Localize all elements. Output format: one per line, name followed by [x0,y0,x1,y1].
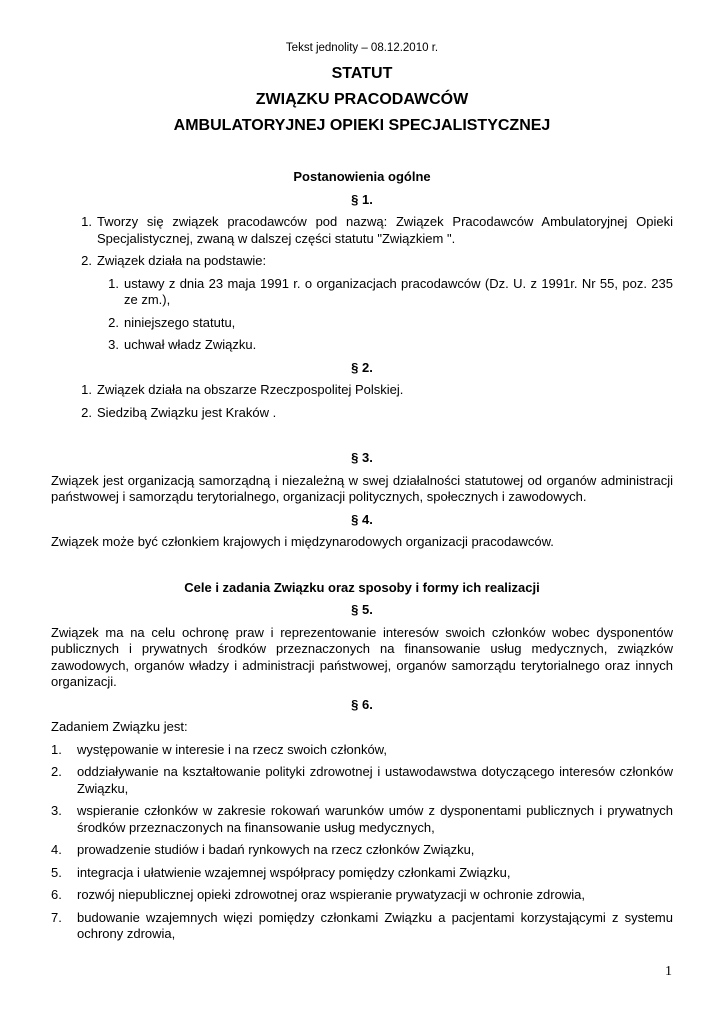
list-item [51,910,673,943]
section-4-text: Związek może być członkiem krajowych i międzynarodowych organizacji pracodawców. [51,534,554,549]
list-item-text: ustawy z dnia 23 maja 1991 r. o organizacjach pracodawców (Dz. U. z 1991r. Nr 55, poz. 235 ze zm.), [124,275,673,307]
list-item-number: 7. [51,909,62,925]
paragraph-mark-2: § 2. [351,359,373,375]
list-item-number: 2. [81,253,92,268]
paragraph-mark-4: § 4. [351,511,373,527]
section-5-text: Związek ma na celu ochronę praw i reprezentowanie interesów swoich członków wobec dysponentów publicznych i prywatnych środków przeznaczonych na finansowanie usług medycznych, związków zawodowych, organów władzy i administracji państwowej, organów samorządu terytorialnego oraz innych organizacji. [51,624,673,689]
section-2-list [51,382,673,421]
paragraph-mark-6: § 6. [351,696,373,712]
list-item [51,865,673,882]
section-6-intro: Zadaniem Związku jest: [51,719,188,734]
list-item-text: niniejszego statutu, [124,314,236,330]
chapter-heading-general: Postanowienia ogólne [293,169,431,184]
list-item-number: 4. [51,842,62,857]
list-item [51,405,673,422]
list-item-text: Siedzibą Związku jest Kraków . [97,404,277,420]
consolidated-text-note: Tekst jednolity – 08.12.2010 r. [285,42,439,54]
list-item-text: uchwał władz Związku. [124,337,257,352]
list-item [51,253,673,270]
chapter-heading-goals: Cele i zadania Związku oraz sposoby i formy ich realizacji [184,579,540,595]
list-item-text: rozwój niepublicznej opieki zdrowotnej oraz wspieranie prywatyzacji w ochronie zdrowia, [77,887,585,902]
document-title-line3: AMBULATORYJNEJ OPIEKI SPECJALISTYCZNEJ [173,117,551,134]
section-1-list [51,214,673,270]
list-item-number: 5. [51,864,62,880]
list-item-number: 2. [81,404,92,420]
document-title-statut: STATUT [331,65,393,82]
paragraph-mark-1: § 1. [351,191,373,207]
list-item-number: 3. [108,337,119,352]
list-item [51,803,673,836]
list-item-text: Związek działa na obszarze Rzeczpospolitej Polskiej. [97,382,404,397]
page-number: 1 [665,964,672,979]
list-item-number: 2. [108,314,119,330]
section-1-sublist [51,276,673,354]
list-item-text: budowanie wzajemnych więzi pomiędzy członkami Związku a pacjentami korzystającymi z systemu ochrony zdrowia, [77,909,673,941]
list-item [51,887,673,904]
list-item [51,276,673,309]
section-6-list [51,742,673,943]
list-item-number: 3. [51,803,62,818]
list-item-text: prowadzenie studiów i badań rynkowych na rzecz członków Związku, [77,842,475,857]
list-item-text: Tworzy się związek pracodawców pod nazwą: Związek Pracodawców Ambulatoryjnej Opieki Specjalistycznej, zwaną w dalszej części statutu "Związkiem ". [97,214,673,246]
paragraph-mark-5: § 5. [351,602,373,617]
list-item-text: wspieranie członków w zakresie rokowań warunków umów z dysponentami publicznych i prywatnych środków przeznaczonych na finansowanie usług medycznych, [77,803,673,835]
list-item-text: integracja i ułatwienie wzajemnej współpracy pomiędzy członkami Związku, [77,864,511,880]
list-item-number: 2. [51,764,62,779]
list-item-number: 1. [51,741,62,757]
list-item-text: Związek działa na podstawie: [97,253,267,268]
list-item [51,842,673,859]
document-page [51,40,673,943]
list-item [51,315,673,332]
list-item-text: oddziaływanie na kształtowanie polityki zdrowotnej i ustawodawstwa dotyczącego interesów członków Związku, [77,764,673,796]
document-title-line2: ZWIĄZKU PRACODAWCÓW [255,91,469,108]
paragraph-mark-3: § 3. [351,450,373,465]
section-3-text: Związek jest organizacją samorządną i niezależną w swej działalności statutowej od organów administracji państwowej i samorządu terytorialnego, organizacji politycznych, społecznych i zawodowych. [51,472,673,504]
list-item [51,764,673,797]
list-item [51,337,673,354]
list-item-text: występowanie w interesie i na rzecz swoich członków, [77,741,387,757]
list-item [51,382,673,399]
list-item-number: 1. [81,214,92,229]
list-item [51,742,673,759]
list-item-number: 1. [108,275,119,291]
list-item-number: 1. [81,382,92,397]
list-item [51,214,673,247]
list-item-number: 6. [51,887,62,902]
